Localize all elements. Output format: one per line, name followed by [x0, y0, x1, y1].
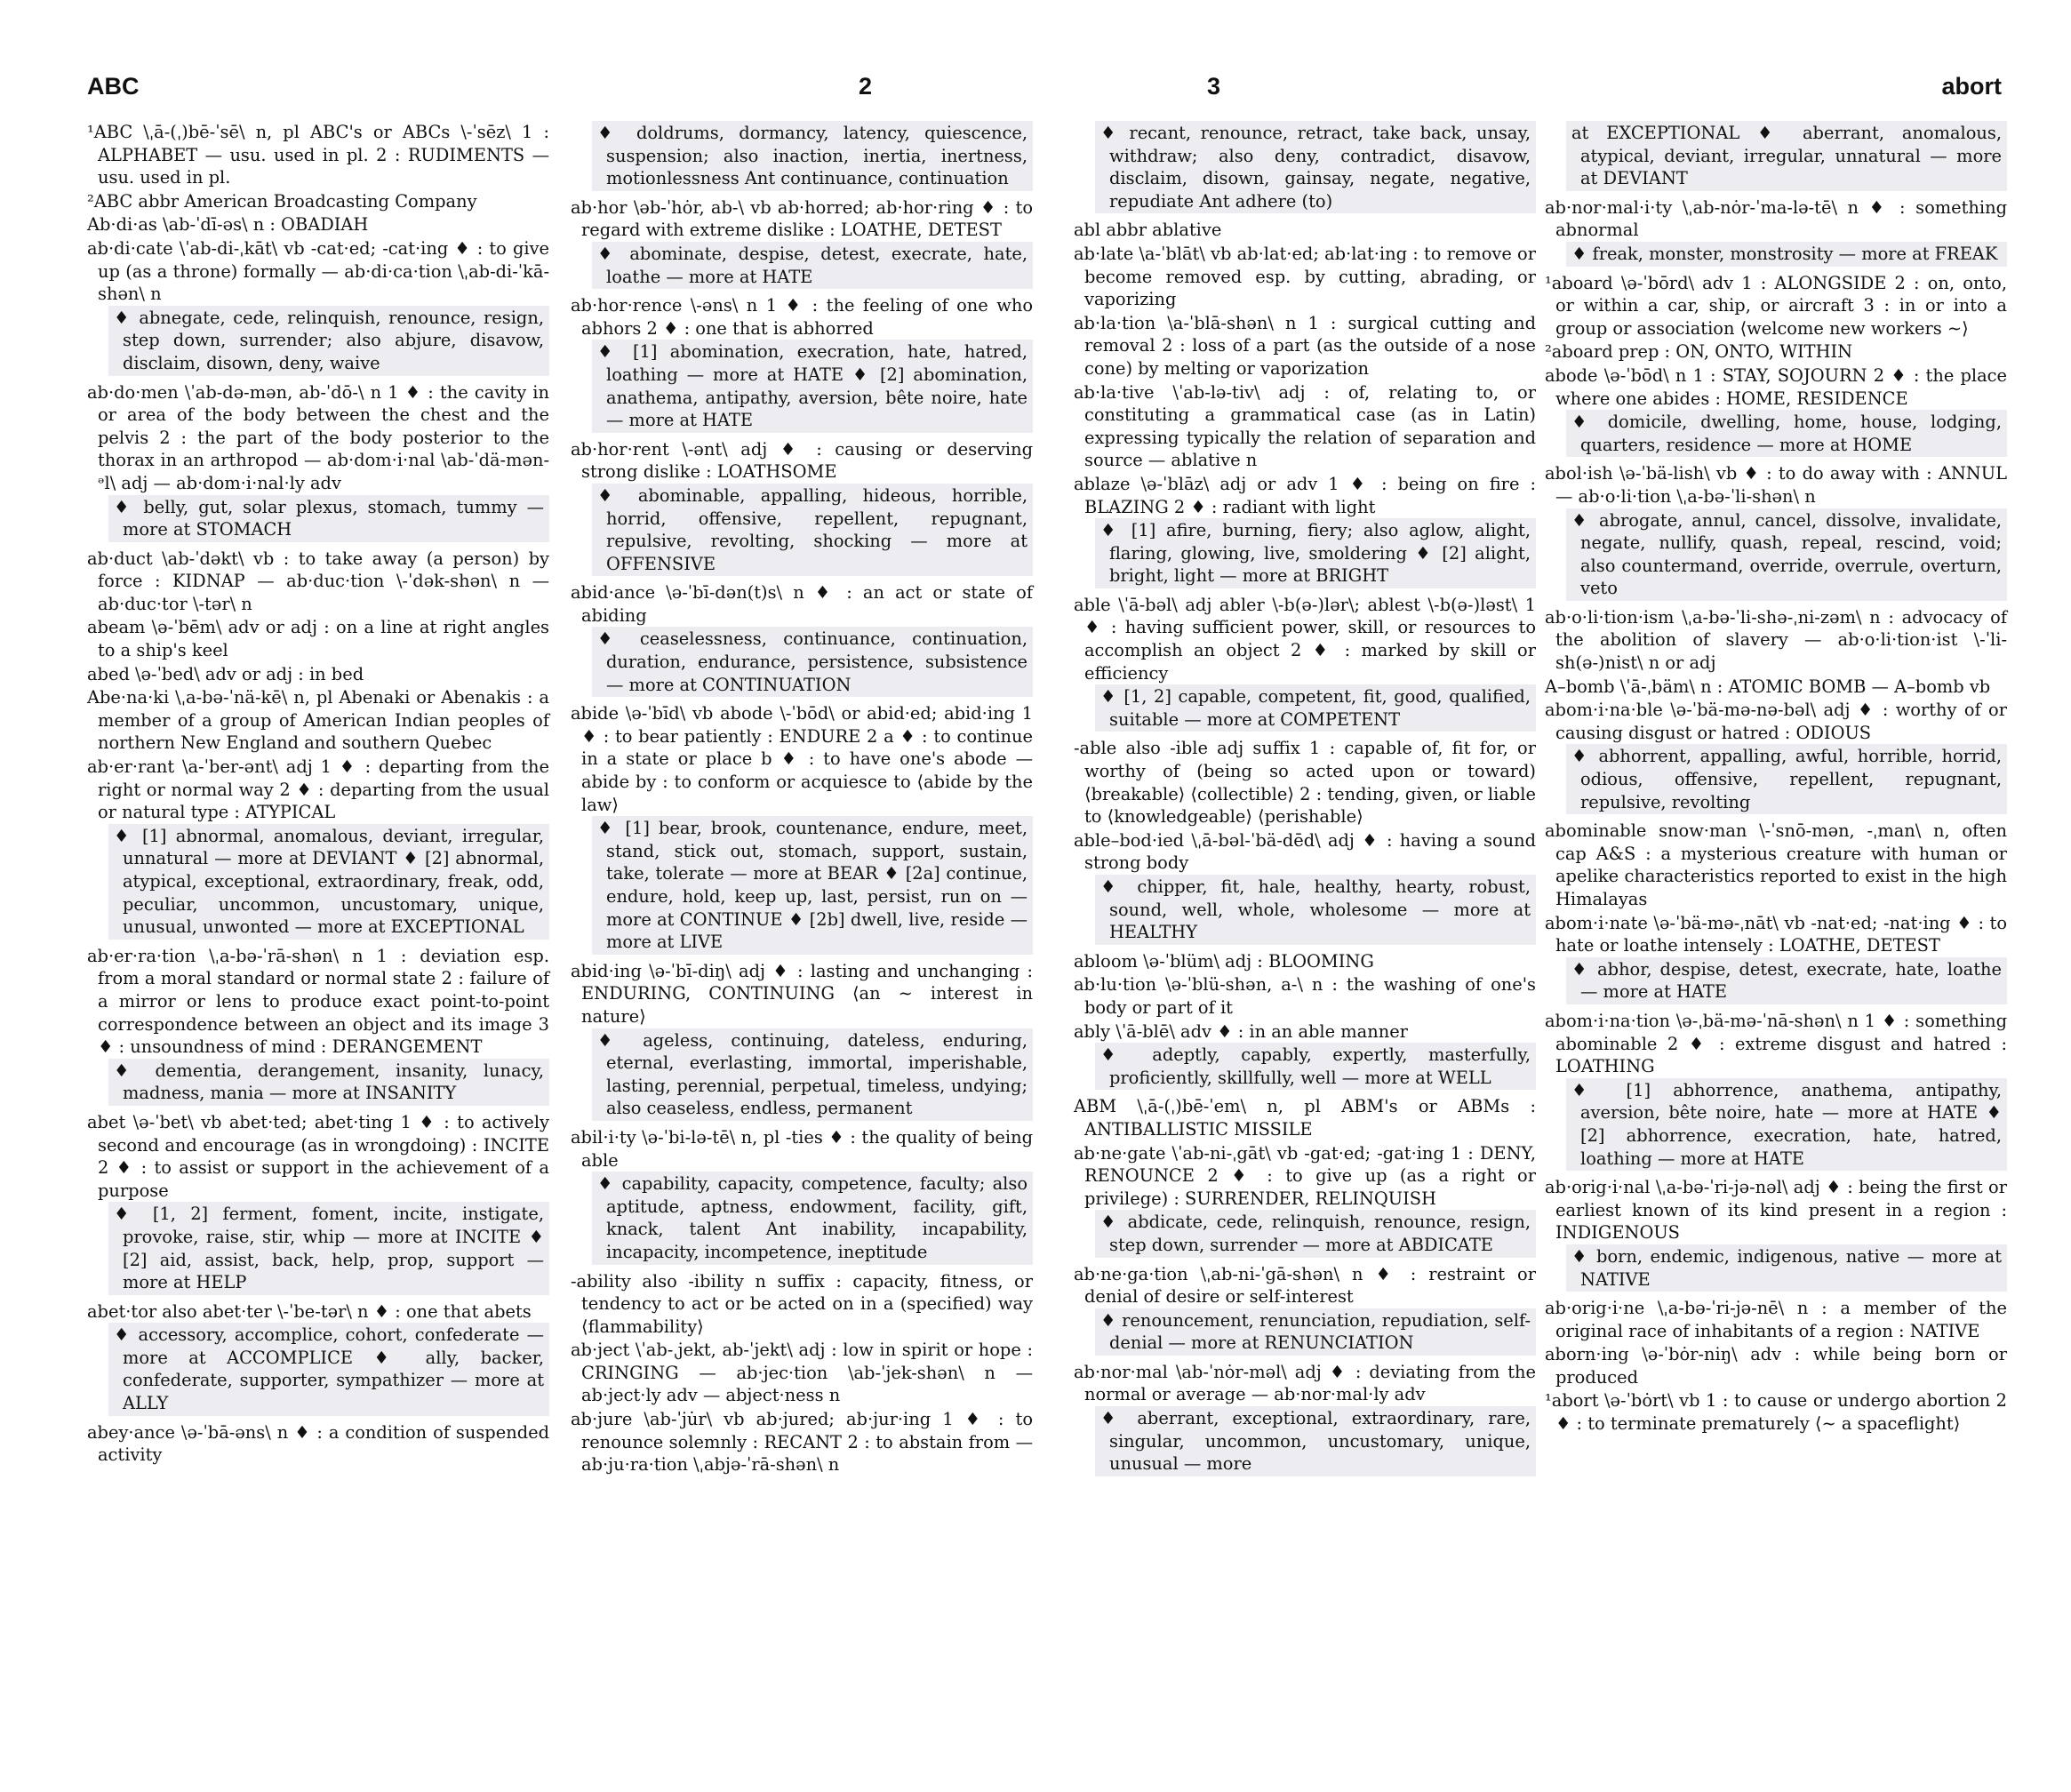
entry-definition: -able also -ible adj suffix 1 : capable of, fit for, or worthy of (being so acted upon or toward) ⟨breakable⟩ ⟨collectible⟩ 2 : tending, given, or liable to ⟨knowledgeable⟩ ⟨perishable⟩ — [1074, 738, 1536, 828]
dictionary-entry — [1545, 462, 2007, 601]
synonym-paragraph: ♦ abominate, despise, detest, execrate, hate, loathe — more at HATE — [592, 242, 1033, 289]
dictionary-entry — [1545, 1343, 2007, 1388]
entry-definition: ab·do·men \ˈab-də-mən, ab-ˈdō-\ n 1 ♦ : the cavity in or area of the body between the chest and the pelvis 2 : the part of the body posterior to the thorax in an arthropod — ab·dom·i·nal \ab-ˈdä-mən-ᵊl\ adj — ab·dom·i·nal·ly adv — [87, 381, 549, 493]
synonym-paragraph: ♦ abominable, appalling, hideous, horrible, horrid, offensive, repellent, repugnant, repulsive, revolting, shocking — more at OFFENSIVE — [592, 484, 1033, 576]
entry-definition: ab·o·li·tion·ism \ˌa-bə-ˈli-shə-ˌni-zəm\ n : advocacy of the abolition of slavery — ab·o·li·tion·ist \-ˈli-sh(ə-)nist\ n or adj — [1545, 606, 2007, 674]
dictionary-entry — [87, 121, 549, 189]
entry-definition: ab·jure \ab-ˈju̇r\ vb ab·jured; ab·jur·ing 1 ♦ : to renounce solemnly : RECANT 2 : to abstain from — ab·ju·ra·tion \ˌabjə-ˈrā-shən\ n — [571, 1409, 1033, 1476]
entry-definition: ab·la·tive \ˈab-lə-tiv\ adj : of, relating to, or constituting a grammatical case (as in Latin) expressing typically the relation of separation and source — ablative n — [1074, 381, 1536, 471]
entry-definition: abode \ə-ˈbōd\ n 1 : STAY, SOJOURN 2 ♦ : the place where one abides : HOME, RESIDENCE — [1545, 364, 2007, 409]
dictionary-entry — [1545, 1297, 2007, 1342]
synonym-paragraph: ♦ abhor, despise, detest, execrate, hate, loathe — more at HATE — [1566, 957, 2007, 1004]
dictionary-entry — [87, 663, 549, 686]
dictionary-entry — [1074, 1095, 1536, 1140]
dictionary-entry — [87, 756, 549, 940]
dictionary-entry — [87, 190, 549, 213]
dictionary-entry — [1545, 272, 2007, 340]
synonym-paragraph: ♦ [1, 2] capable, competent, fit, good, qualified, suitable — more at COMPETENT — [1095, 684, 1536, 732]
dictionary-entry — [87, 213, 549, 236]
synonym-paragraph: ♦ [1] abnormal, anomalous, deviant, irregular, unnatural — more at DEVIANT ♦ [2] abnormal, atypical, exceptional, extraordinary, freak, odd, peculiar, uncommon, uncustomary, unique, unusual, unwonted — more at EXCEPTIONAL — [108, 824, 549, 940]
synonym-paragraph: ♦ doldrums, dormancy, latency, quiescence, suspension; also inaction, inertia, inertness, motionlessness Ant continuance, continuation — [592, 121, 1033, 191]
entry-definition: abol·ish \ə-ˈbä-lish\ vb ♦ : to do away with : ANNUL — ab·o·li·tion \ˌa-bə-ˈli-shən\ n — [1545, 463, 2007, 507]
entry-definition: abloom \ə-ˈblüm\ adj : BLOOMING — [1074, 950, 1374, 972]
entry-definition: ABM \ˌā-(ˌ)bē-ˈem\ n, pl ABM's or ABMs : ANTIBALLISTIC MISSILE — [1074, 1096, 1536, 1140]
dictionary-entry — [1074, 312, 1536, 380]
dictionary-entry — [1074, 121, 1536, 213]
synonym-paragraph: ♦ abhorrent, appalling, awful, horrible, horrid, odious, offensive, repellent, repugnant, repulsive, revolting — [1566, 744, 2007, 814]
entry-definition: Abe·na·ki \ˌa-bə-ˈnä-kē\ n, pl Abenaki or Abenakis : a member of a group of American Indian peoples of northern New England and southern Quebec — [87, 687, 549, 754]
dictionary-entry — [1074, 594, 1536, 732]
entry-definition: ab·ne·gate \ˈab-ni-ˌgāt\ vb -gat·ed; -gat·ing 1 : DENY, RENOUNCE 2 ♦ : to give up (as a right or privilege) : SURRENDER, RELINQUISH — [1074, 1142, 1536, 1209]
entry-definition: abid·ance \ə-ˈbī-dən(t)s\ n ♦ : an act or state of abiding — [571, 582, 1033, 626]
column-3 — [1074, 121, 1536, 1482]
entry-definition: -ability also -ibility n suffix : capacity, fitness, or tendency to act or be acted on in a (specified) way ⟨flammability⟩ — [571, 1270, 1033, 1337]
entry-definition: abide \ə-ˈbīd\ vb abode \-ˈbōd\ or abid·ed; abid·ing 1 ♦ : to bear patiently : ENDURE 2 a ♦ : to continue in a state or place b ♦ : to have one's abode — abide by : to conform or acquiesce to ⟨abide by the law⟩ — [571, 703, 1033, 815]
entry-definition: able–bod·ied \ˌā-bəl-ˈbä-dēd\ adj ♦ : having a sound strong body — [1074, 829, 1536, 874]
dictionary-entry — [1545, 364, 2007, 457]
dictionary-entry — [87, 1111, 549, 1295]
dictionary-entry — [1545, 820, 2007, 910]
dictionary-entry — [1074, 219, 1536, 242]
entry-definition: ab·er·rant \a-ˈber-ənt\ adj 1 ♦ : departing from the right or normal way 2 ♦ : departing from the usual or natural type : ATYPICAL — [87, 756, 549, 823]
left-page-number: 2 — [859, 73, 873, 100]
synonym-paragraph: ♦ [1] bear, brook, countenance, endure, meet, stand, stick out, stomach, support, sustain, take, tolerate — more at BEAR ♦ [2a] continue, endure, hold, keep up, last, persist, run on — more at CONTINUE ♦ [2b] dwell, live, reside — more at LIVE — [592, 816, 1033, 955]
entry-definition: ab·er·ra·tion \ˌa-bə-ˈrā-shən\ n 1 : deviation esp. from a moral standard or normal state 2 : failure of a mirror or lens to produce exact point-to-point correspondence between an object and its image 3 ♦ : unsoundness of mind : DERANGEMENT — [87, 945, 549, 1058]
dictionary-entry — [1545, 196, 2007, 267]
synonym-paragraph: ♦ accessory, accomplice, cohort, confederate — more at ACCOMPLICE ♦ ally, backer, confederate, supporter, sympathizer — more at ALLY — [108, 1323, 549, 1415]
dictionary-entry — [1074, 1361, 1536, 1476]
dictionary-entry — [571, 960, 1033, 1121]
entry-definition: ab·hor·rence \-əns\ n 1 ♦ : the feeling of one who abhors 2 ♦ : one that is abhorred — [571, 295, 1033, 339]
synonym-paragraph: ♦ freak, monster, monstrosity — more at FREAK — [1566, 242, 2007, 267]
dictionary-entry — [87, 548, 549, 616]
entry-definition: ab·lu·tion \ə-ˈblü-shən, a-\ n : the washing of one's body or part of it — [1074, 974, 1536, 1018]
entry-definition: aborn·ing \ə-ˈbȯr-niŋ\ adv : while being born or produced — [1545, 1344, 2007, 1388]
dictionary-entry — [1545, 912, 2007, 1004]
synonym-paragraph: ♦ adeptly, capably, expertly, masterfully, proficiently, skillfully, well — more at WELL — [1095, 1043, 1536, 1090]
dictionary-entry — [571, 294, 1033, 433]
entry-definition: ab·la·tion \a-ˈblā-shən\ n 1 : surgical cutting and removal 2 : loss of a part (as the outside of a nose cone) by melting or vaporization — [1074, 312, 1536, 379]
dictionary-entry — [1545, 1010, 2007, 1171]
entry-definition: ab·hor \əb-ˈhȯr, ab-\ vb ab·horred; ab·hor·ring ♦ : to regard with extreme dislike : LOATHE, DETEST — [571, 196, 1033, 241]
synonym-paragraph: ♦ domicile, dwelling, home, house, lodging, quarters, residence — more at HOME — [1566, 410, 2007, 457]
dictionary-entry — [1074, 973, 1536, 1019]
column-1 — [87, 121, 549, 1468]
dictionary-entry — [1074, 1142, 1536, 1258]
dictionary-entry — [571, 1126, 1033, 1265]
entry-definition: ab·hor·rent \-ənt\ adj ♦ : causing or deserving strong dislike : LOATHSOME — [571, 438, 1033, 483]
dictionary-entry — [1545, 1389, 2007, 1435]
dictionary-entry — [571, 196, 1033, 289]
dictionary-entry — [87, 945, 549, 1106]
right-guide-word: abort — [1941, 73, 2002, 100]
entry-definition: ab·duct \ab-ˈdəkt\ vb : to take away (a person) by force : KIDNAP — ab·duc·tion \-ˈdək-shən\ n — ab·duc·tor \-tər\ n — [87, 548, 549, 614]
entry-definition: abom·i·na·ble \ə-ˈbä-mə-nə-bəl\ adj ♦ : worthy of or causing disgust or hatred : ODIOUS — [1545, 700, 2007, 743]
entry-definition: abom·i·nate \ə-ˈbä-mə-ˌnāt\ vb -nat·ed; -nat·ing ♦ : to hate or loathe intensely : LOATHE, DETEST — [1545, 912, 2007, 956]
entry-definition: abil·i·ty \ə-ˈbi-lə-tē\ n, pl -ties ♦ : the quality of being able — [571, 1126, 1033, 1171]
entry-definition: ²ABC abbr American Broadcasting Company — [87, 190, 477, 212]
dictionary-entry — [571, 438, 1033, 577]
entry-definition: abet \ə-ˈbet\ vb abet·ted; abet·ting 1 ♦ : to actively second and encourage (as in wrongdoing) : INCITE 2 ♦ : to assist or support in the achievement of a purpose — [87, 1111, 549, 1201]
column-4 — [1545, 121, 2007, 1436]
dictionary-entry — [1074, 243, 1536, 311]
dictionary-entry — [571, 121, 1033, 191]
dictionary-entry — [1545, 699, 2007, 814]
entry-definition: Ab·di·as \ab-ˈdī-əs\ n : OBADIAH — [87, 214, 369, 236]
dictionary-entry — [1545, 121, 2007, 191]
synonym-paragraph: ♦ chipper, fit, hale, healthy, hearty, robust, sound, well, whole, wholesome — more at HEALTHY — [1095, 875, 1536, 945]
dictionary-entry — [1074, 1020, 1536, 1091]
entry-definition: A–bomb \ˈā-ˌbäm\ n : ATOMIC BOMB — A–bomb vb — [1545, 676, 1991, 697]
synonym-paragraph: at EXCEPTIONAL ♦ aberrant, anomalous, atypical, deviant, irregular, unnatural — more at DEVIANT — [1566, 121, 2007, 191]
dictionary-entry — [1545, 340, 2007, 364]
dictionary-entry — [87, 1300, 549, 1416]
synonym-paragraph: ♦ ceaselessness, continuance, continuation, duration, endurance, persistence, subsistence — more at CONTINUATION — [592, 627, 1033, 697]
entry-definition: ab·nor·mal·i·ty \ˌab-nȯr-ˈma-lə-tē\ n ♦ : something abnormal — [1545, 196, 2007, 241]
dictionary-entry — [1074, 950, 1536, 973]
dictionary-entry — [1545, 606, 2007, 675]
synonym-paragraph: ♦ ageless, continuing, dateless, enduring, eternal, everlasting, immortal, imperishable, lasting, perennial, perpetual, timeless, undying; also ceaseless, endless, permanent — [592, 1028, 1033, 1121]
synonym-paragraph: ♦ renouncement, renunciation, repudiation, self-denial — more at RENUNCIATION — [1095, 1308, 1536, 1356]
entry-definition: abey·ance \ə-ˈbā-əns\ n ♦ : a condition of suspended activity — [87, 1421, 549, 1466]
entry-definition: abl abbr ablative — [1074, 220, 1222, 241]
entry-definition: ¹abort \ə-ˈbȯrt\ vb 1 : to cause or undergo abortion 2 ♦ : to terminate prematurely ⟨∼ a spaceflight⟩ — [1545, 1390, 2007, 1435]
dictionary-entry — [571, 1408, 1033, 1476]
dictionary-entry — [1074, 381, 1536, 472]
entry-definition: ¹aboard \ə-ˈbōrd\ adv 1 : ALONGSIDE 2 : on, onto, or within a car, ship, or aircraft 3 : in or into a group or association ⟨welcome new workers ∼⟩ — [1545, 272, 2007, 339]
entry-definition: able \ˈā-bəl\ adj abler \-b(ə-)lər\; ablest \-b(ə-)ləst\ 1 ♦ : having sufficient power, skill, or resources to accomplish an object 2 ♦ : marked by skill or efficiency — [1074, 594, 1536, 684]
entry-definition: ab·ne·ga·tion \ˌab-ni-ˈgā-shən\ n ♦ : restraint or denial of desire or self-interest — [1074, 1263, 1536, 1308]
synonym-paragraph: ♦ capability, capacity, competence, faculty; also aptitude, aptness, endowment, facility, gift, knack, talent Ant inability, incapability, incapacity, incompetence, ineptitude — [592, 1172, 1033, 1264]
entry-definition: ab·di·cate \ˈab-di-ˌkāt\ vb -cat·ed; -cat·ing ♦ : to give up (as a throne) formally — ab·di·ca·tion \ˌab-di-ˈkā-shən\ n — [87, 237, 549, 305]
left-guide-word: ABC — [87, 73, 140, 100]
synonym-paragraph: ♦ belly, gut, solar plexus, stomach, tummy — more at STOMACH — [108, 495, 549, 542]
dictionary-entry — [1074, 737, 1536, 828]
dictionary-entry — [571, 1270, 1033, 1339]
entry-definition: ab·ject \ˈab-ˌjekt, ab-ˈjekt\ adj : low in spirit or hope : CRINGING — ab·jec·tion \ab-ˈjek-shən\ n — ab·ject·ly adv — abject·ness n — [571, 1340, 1033, 1406]
entry-definition: ably \ˈā-blē\ adv ♦ : in an able manner — [1074, 1020, 1408, 1042]
dictionary-entry — [87, 616, 549, 661]
dictionary-entry — [1545, 676, 2007, 699]
entry-definition: abet·tor also abet·ter \-ˈbe-tər\ n ♦ : one that abets — [87, 1300, 532, 1322]
entry-definition: ²aboard prep : ON, ONTO, WITHIN — [1545, 341, 1853, 363]
dictionary-entry — [1074, 829, 1536, 945]
synonym-paragraph: ♦ [1] abhorrence, anathema, antipathy, aversion, bête noire, hate — more at HATE ♦ [2] abhorrence, execration, hate, hatred, loathing — more at HATE — [1566, 1078, 2007, 1171]
dictionary-entry — [1074, 1263, 1536, 1356]
dictionary-entry — [1074, 473, 1536, 588]
entry-definition: ab·orig·i·nal \ˌa-bə-ˈri-jə-nəl\ adj ♦ : being the first or earliest known of its kind present in a region : INDIGENOUS — [1545, 1177, 2007, 1244]
dictionary-entry — [571, 702, 1033, 955]
synonym-paragraph: ♦ abrogate, annul, cancel, dissolve, invalidate, negate, nullify, quash, repeal, rescind, void; also countermand, override, overrule, overturn, veto — [1566, 508, 2007, 601]
column-2 — [571, 121, 1033, 1477]
synonym-paragraph: ♦ born, endemic, indigenous, native — more at NATIVE — [1566, 1244, 2007, 1292]
synonym-paragraph: ♦ [1] afire, burning, fiery; also aglow, alight, flaring, glowing, live, smoldering ♦ [2] alight, bright, light — more at BRIGHT — [1095, 518, 1536, 588]
entry-definition: abominable snow·man \-ˈsnō-mən, -ˌman\ n, often cap A&S : a mysterious creature with human or apelike characteristics reported to exist in the high Himalayas — [1545, 820, 2007, 909]
dictionary-entry — [87, 686, 549, 755]
entry-definition: ablaze \ə-ˈblāz\ adj or adv 1 ♦ : being on fire : BLAZING 2 ♦ : radiant with light — [1074, 473, 1536, 517]
synonym-paragraph: ♦ aberrant, exceptional, extraordinary, rare, singular, uncommon, uncustomary, unique, unusual — more — [1095, 1406, 1536, 1476]
synonym-paragraph: ♦ abdicate, cede, relinquish, renounce, resign, step down, surrender — more at ABDICATE — [1095, 1210, 1536, 1257]
entry-definition: abeam \ə-ˈbēm\ adv or adj : on a line at right angles to a ship's keel — [87, 617, 549, 661]
entry-definition: abed \ə-ˈbed\ adv or adj : in bed — [87, 663, 364, 684]
entry-definition: abom·i·na·tion \ə-ˌbä-mə-ˈnā-shən\ n 1 ♦ : something abominable 2 ♦ : extreme disgust and hatred : LOATHING — [1545, 1010, 2007, 1077]
synonym-paragraph: ♦ [1] abomination, execration, hate, hatred, loathing — more at HATE ♦ [2] abomination, anathema, antipathy, aversion, bête noire, hate — more at HATE — [592, 340, 1033, 432]
dictionary-entry — [87, 381, 549, 542]
entry-definition: ab·orig·i·ne \ˌa-bə-ˈri-jə-nē\ n : a member of the original race of inhabitants of a region : NATIVE — [1545, 1298, 2007, 1341]
entry-definition: ab·nor·mal \ab-ˈnȯr-məl\ adj ♦ : deviating from the normal or average — ab·nor·mal·ly adv — [1074, 1361, 1536, 1405]
right-page-number: 3 — [1207, 73, 1221, 100]
dictionary-entry — [1545, 1176, 2007, 1292]
synonym-paragraph: ♦ recant, renounce, retract, take back, unsay, withdraw; also deny, contradict, disavow, disclaim, disown, gainsay, negate, negative, repudiate Ant adhere (to) — [1095, 121, 1536, 213]
dictionary-entry — [571, 581, 1033, 697]
synonym-paragraph: ♦ dementia, derangement, insanity, lunacy, madness, mania — more at INSANITY — [108, 1059, 549, 1106]
entry-definition: ab·late \a-ˈblāt\ vb ab·lat·ed; ab·lat·ing : to remove or become removed esp. by cutting, abrading, or vaporizing — [1074, 243, 1536, 310]
synonym-paragraph: ♦ [1, 2] ferment, foment, incite, instigate, provoke, raise, stir, whip — more at INCITE ♦ [2] aid, assist, back, help, prop, support — more at HELP — [108, 1202, 549, 1294]
dictionary-entry — [571, 1339, 1033, 1407]
entry-definition: abid·ing \ə-ˈbī-diŋ\ adj ♦ : lasting and unchanging : ENDURING, CONTINUING ⟨an ∼ interest in nature⟩ — [571, 960, 1033, 1027]
synonym-paragraph: ♦ abnegate, cede, relinquish, renounce, resign, step down, surrender; also abjure, disavow, disclaim, disown, deny, waive — [108, 306, 549, 376]
dictionary-entry — [87, 1421, 549, 1467]
entry-definition: ¹ABC \ˌā-(ˌ)bē-ˈsē\ n, pl ABC's or ABCs \-ˈsēz\ 1 : ALPHABET — usu. used in pl. 2 : RUDIMENTS — usu. used in pl. — [87, 122, 549, 188]
dictionary-entry — [87, 237, 549, 376]
